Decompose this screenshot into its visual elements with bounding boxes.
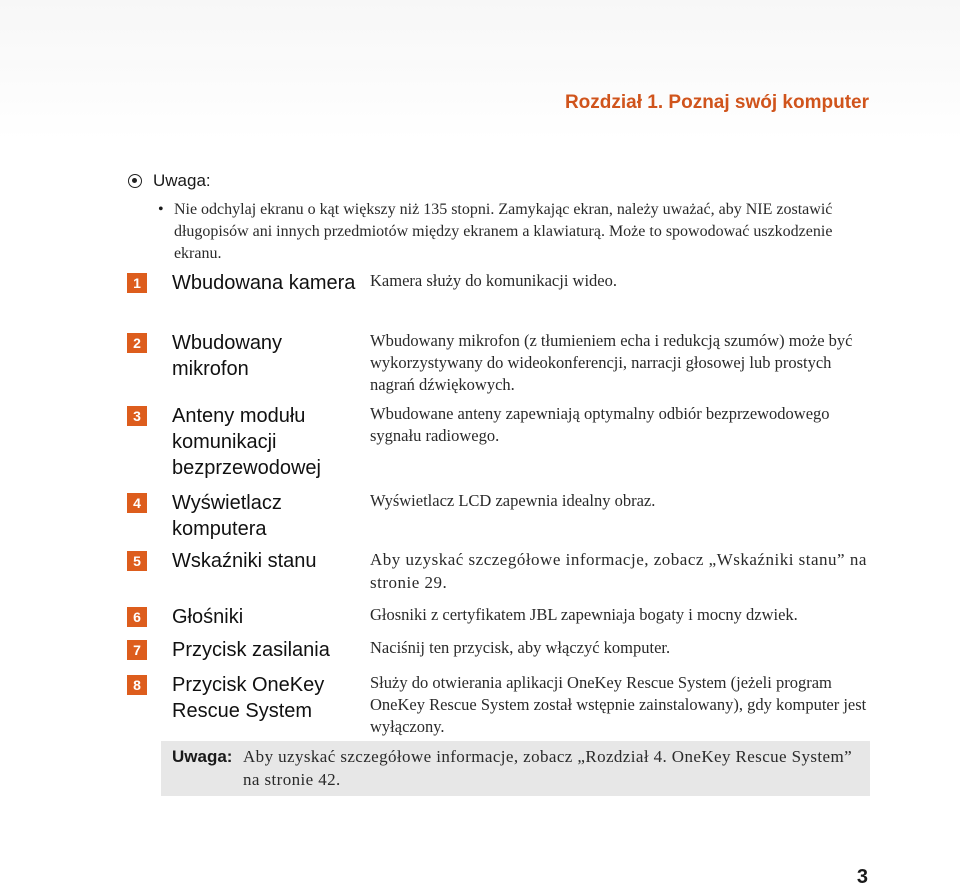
feature-description: Służy do otwierania aplikacji OneKey Rescue System (jeżeli program OneKey Rescue System został wstępnie zainstalowany), gdy komputer jest wyłączony. xyxy=(370,673,867,736)
feature-term: Wskaźniki stanu xyxy=(172,550,317,572)
callout-number: 5 xyxy=(127,551,147,571)
feature-term: Głośniki xyxy=(172,606,244,628)
feature-description: Aby uzyskać szczegółowe informacje, zobacz „Wskaźniki stanu” na stronie 29. xyxy=(370,550,867,592)
feature-term: Przycisk zasilania xyxy=(172,639,330,661)
note-icon xyxy=(128,174,142,188)
feature-description: Wbudowane anteny zapewniają optymalny odbiór bezprzewodowego sygnału radiowego. xyxy=(370,404,830,445)
bottom-note-box xyxy=(161,741,870,796)
note-text: Nie odchylaj ekranu o kąt większy niż 135 stopni. Zamykając ekran, należy uważać, aby NIE zostawić długopisów ani innych przedmiotów między ekranem a klawiaturą. Może to spowodować uszkodzenie ekranu. xyxy=(173,201,833,262)
callout-number: 8 xyxy=(127,675,147,695)
feature-description: Wyświetlacz LCD zapewnia idealny obraz. xyxy=(370,491,656,510)
feature-term: Wyświetlacz komputera xyxy=(172,492,282,540)
callout-number: 7 xyxy=(127,640,147,660)
callout-number: 4 xyxy=(127,493,147,513)
callout-number: 1 xyxy=(127,273,147,293)
feature-description: Wbudowany mikrofon (z tłumieniem echa i redukcją szumów) może być wykorzystywany do wideokonferencji, narracji głosowej lub prostych nagrań dźwiękowych. xyxy=(370,331,853,394)
page-number: 3 xyxy=(856,866,868,888)
feature-term: Wbudowana kamera xyxy=(172,272,356,294)
bottom-note-label: Uwaga: xyxy=(172,747,233,766)
feature-term: Wbudowany mikrofon xyxy=(172,332,283,380)
callout-number: 6 xyxy=(127,607,147,627)
header-band xyxy=(0,0,960,140)
feature-description: Naciśnij ten przycisk, aby włączyć komputer. xyxy=(370,638,671,657)
note-label: Uwaga: xyxy=(153,171,211,190)
note-bullet-item xyxy=(158,199,858,265)
note-heading xyxy=(128,171,211,191)
callout-number: 3 xyxy=(127,406,147,426)
bullet-icon: • xyxy=(158,201,164,218)
feature-term: Przycisk OneKey Rescue System xyxy=(172,674,325,722)
chapter-title: Rozdział 1. Poznaj swój komputer xyxy=(564,92,869,113)
bottom-note-text: Aby uzyskać szczegółowe informacje, zobacz „Rozdział 4. OneKey Rescue System” na stronie 42. xyxy=(243,747,853,789)
feature-term: Anteny modułu komunikacji bezprzewodowej xyxy=(172,405,321,479)
feature-description: Kamera służy do komunikacji wideo. xyxy=(370,271,617,290)
callout-number: 2 xyxy=(127,333,147,353)
feature-description: Głosniki z certyfikatem JBL zapewniaja bogaty i mocny dzwiek. xyxy=(370,605,798,624)
